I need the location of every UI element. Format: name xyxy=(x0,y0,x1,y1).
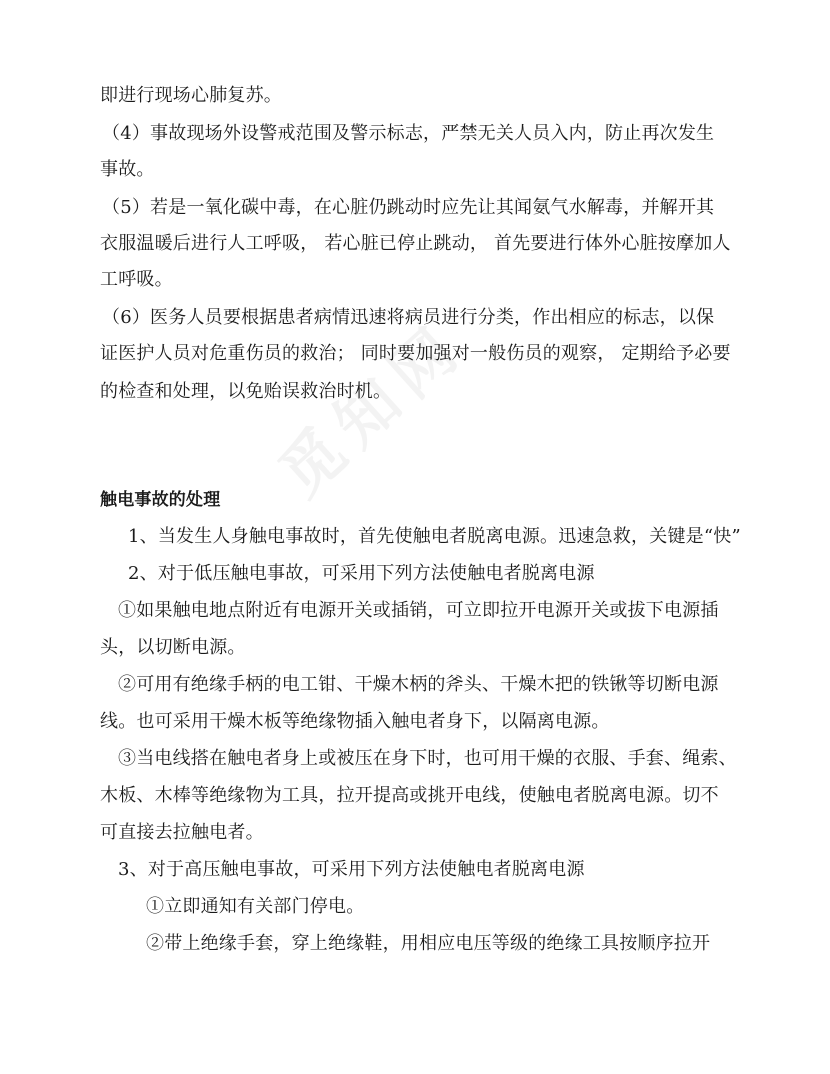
text-line: 头，以切断电源。 xyxy=(100,637,246,658)
section-heading: 触电事故的处理 xyxy=(100,490,221,510)
text-line: 工呼吸。 xyxy=(100,269,173,290)
text-line: ②带上绝缘手套，穿上绝缘鞋，用相应电压等级的绝缘工具按顺序拉开 xyxy=(146,933,711,954)
text-line: 可直接去拉触电者。 xyxy=(100,822,264,843)
text-line: ①如果触电地点附近有电源开关或插销，可立即拉开电源开关或拔下电源插 xyxy=(118,600,719,621)
text-line: 1、当发生人身触电事故时，首先使触电者脱离电源。迅速急救，关键是“快” xyxy=(128,526,741,547)
text-line: ②可用有绝缘手柄的电工钳、干燥木柄的斧头、干燥木把的铁锹等切断电源 xyxy=(118,674,719,695)
text-line: 的检查和处理，以免贻误救治时机。 xyxy=(100,381,392,402)
text-line: 线。也可采用干燥木板等绝缘物插入触电者身下，以隔离电源。 xyxy=(100,711,610,732)
text-line: 2、对于低压触电事故，可采用下列方法使触电者脱离电源 xyxy=(128,563,595,584)
text-line: 3、对于高压触电事故，可采用下列方法使触电者脱离电源 xyxy=(118,859,585,880)
text-line: 木板、木棒等绝缘物为工具，拉开提高或挑开电线，使触电者脱离电源。切不 xyxy=(100,785,719,806)
text-line: （5）若是一氧化碳中毒，在心脏仍跳动时应先让其闻氨气水解毒，并解开其 xyxy=(102,197,715,218)
text-line: （6）医务人员要根据患者病情迅速将病员进行分类，作出相应的标志，以保 xyxy=(102,307,715,328)
text-line: ③当电线搭在触电者身上或被压在身下时，也可用干燥的衣服、手套、绳索、 xyxy=(118,748,737,769)
text-line: 衣服温暖后进行人工呼吸， 若心脏已停止跳动， 首先要进行体外心脏按摩加人 xyxy=(100,233,731,254)
text-line: 证医护人员对危重伤员的救治； 同时要加强对一般伤员的观察， 定期给予必要 xyxy=(100,343,731,364)
text-line: 即进行现场心肺复苏。 xyxy=(100,85,282,106)
text-line: （4）事故现场外设警戒范围及警示标志，严禁无关人员入内，防止再次发生 xyxy=(102,123,715,144)
text-line: ①立即通知有关部门停电。 xyxy=(146,896,365,917)
text-line: 事故。 xyxy=(100,159,155,180)
